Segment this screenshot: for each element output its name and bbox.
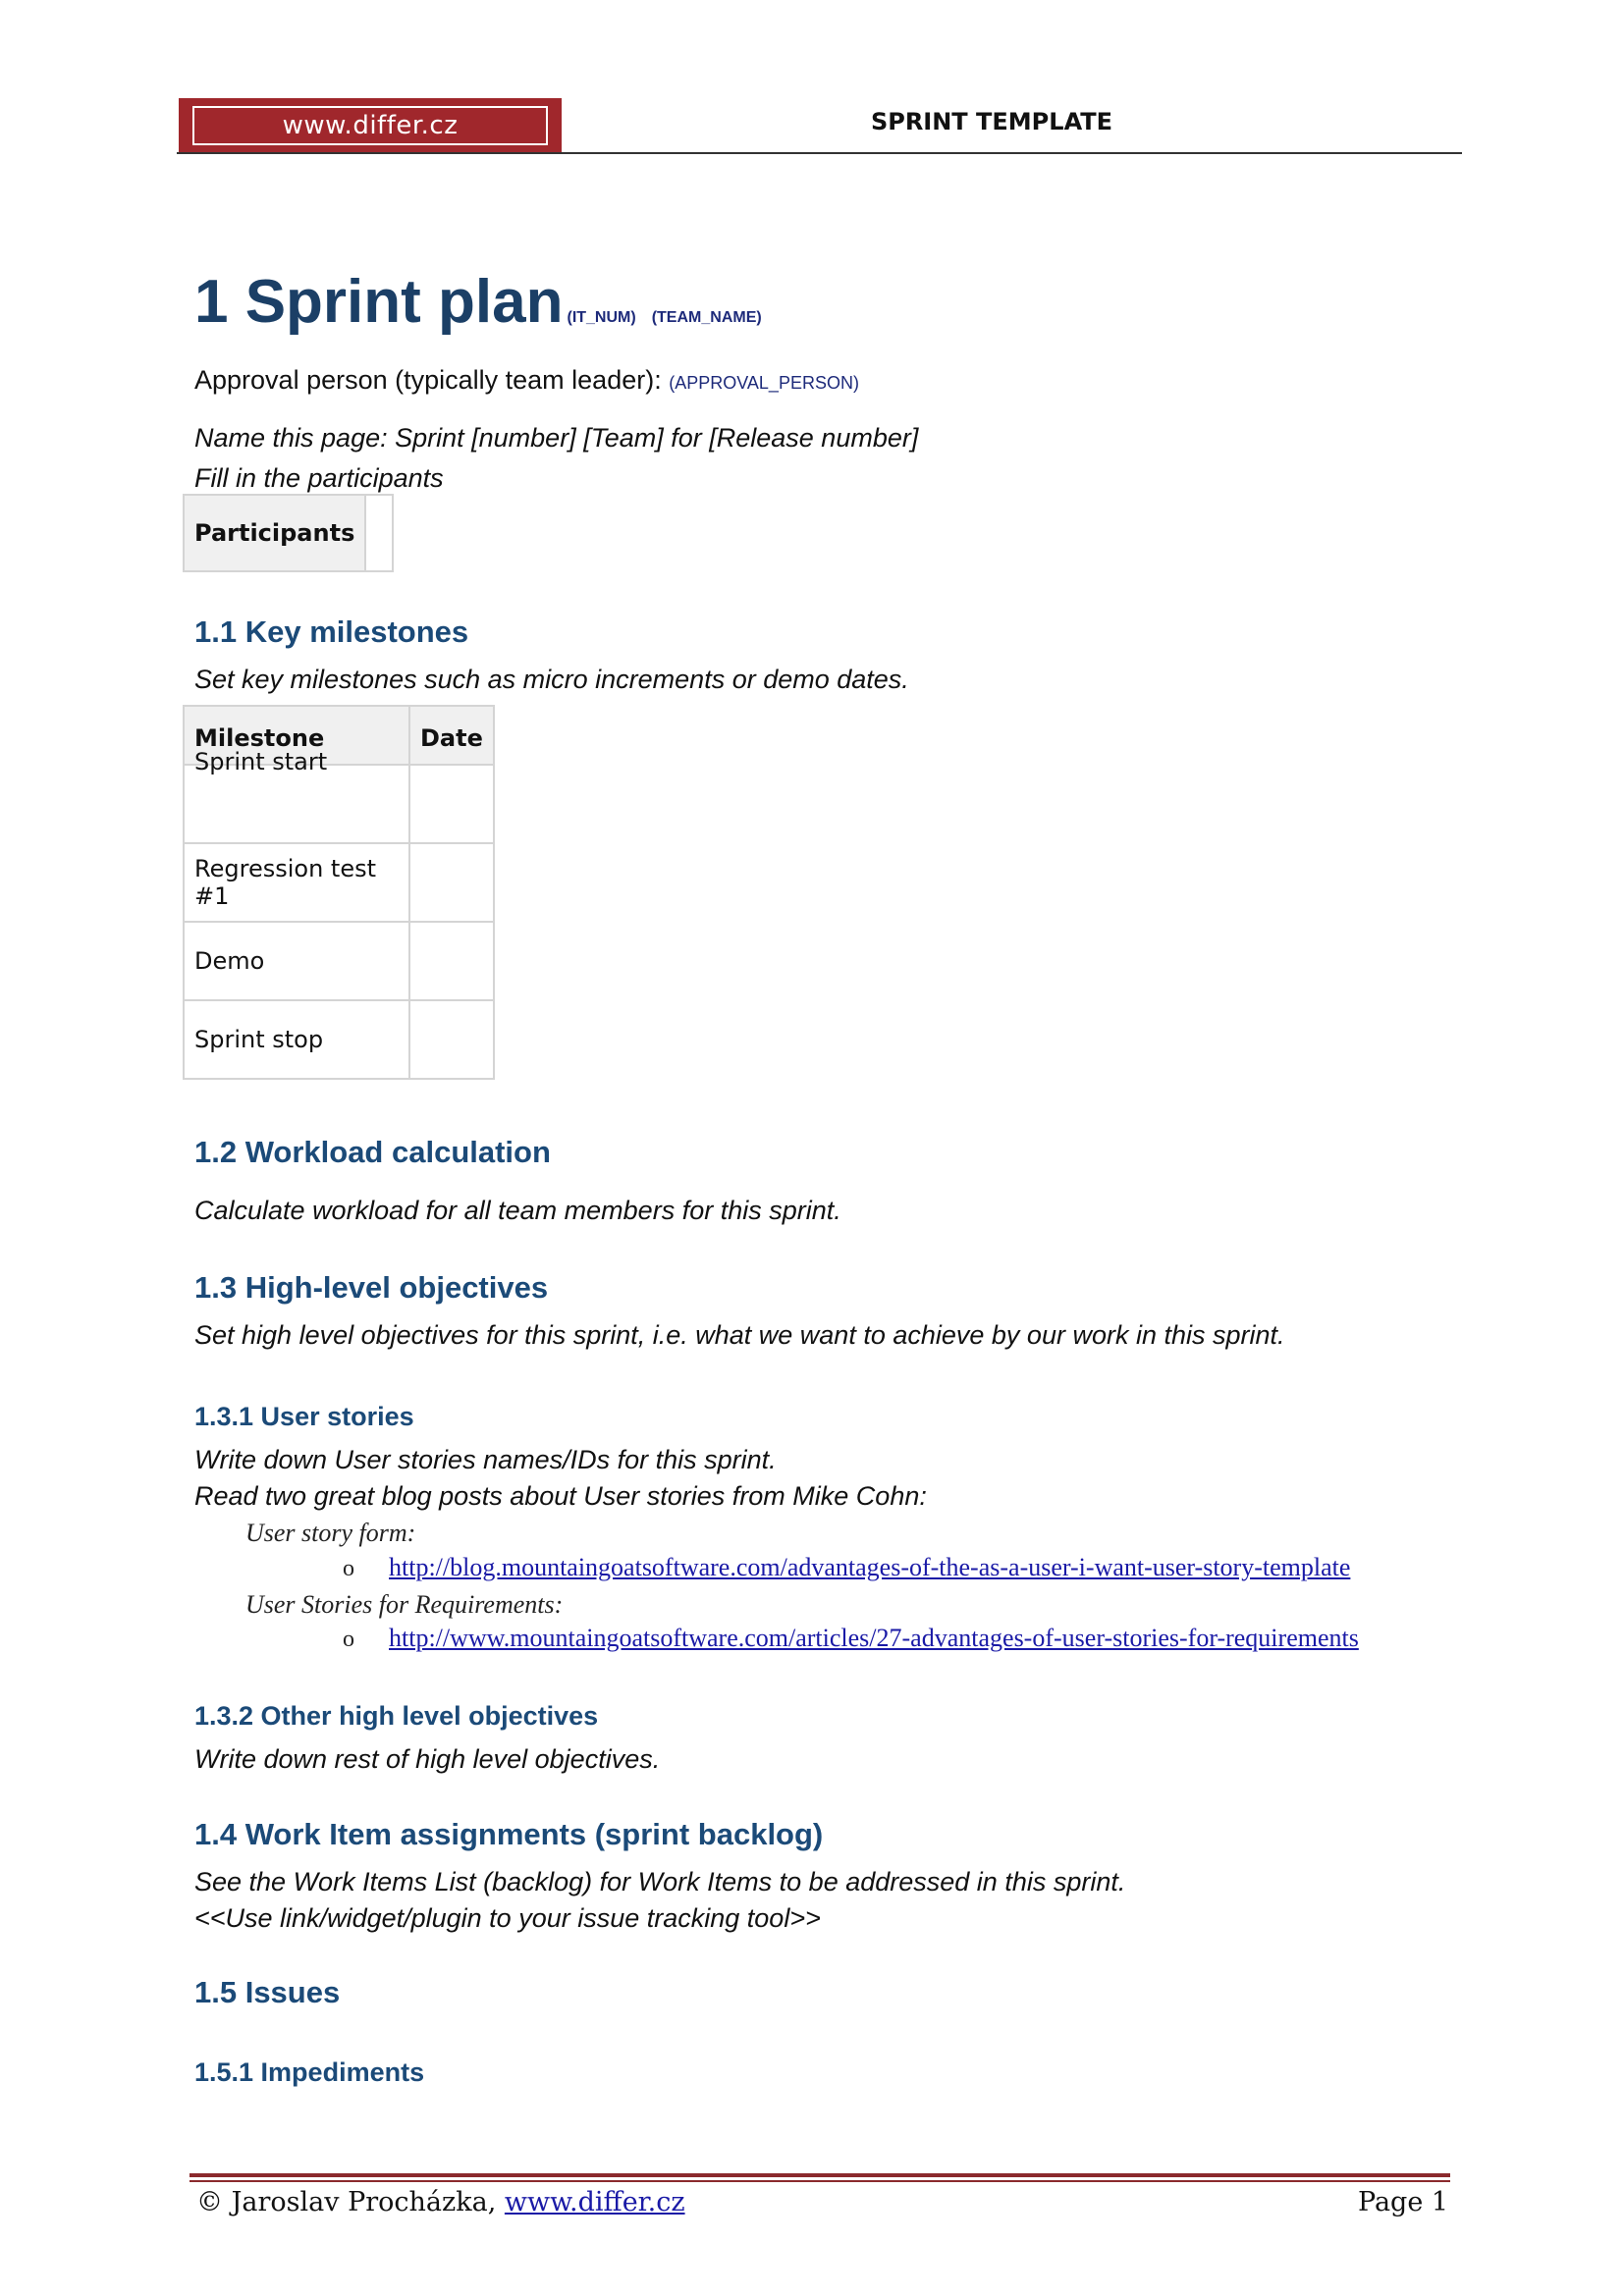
page-title-text: 1 Sprint plan <box>194 268 564 336</box>
user-stories-requirements-label: User Stories for Requirements: <box>245 1590 564 1619</box>
user-stories-line2: Read two great blog posts about User stories from Mike Cohn: <box>194 1481 927 1511</box>
bullet-icon: o <box>343 1556 354 1581</box>
user-stories-requirements-link[interactable]: http://www.mountaingoatsoftware.com/articles/27-advantages-of-user-stories-for-requirements <box>389 1624 1359 1652</box>
date-cell[interactable] <box>409 843 494 922</box>
page-title <box>194 267 762 337</box>
other-objectives-desc: Write down rest of high level objectives. <box>194 1744 661 1774</box>
objectives-desc: Set high level objectives for this sprint, i.e. what we want to achieve by our work in this sprint. <box>194 1320 1285 1350</box>
approval-label: Approval person (typically team leader): <box>194 365 662 395</box>
heading-key-milestones: 1.1 Key milestones <box>194 614 469 649</box>
copyright-text: © Jaroslav Procházka, <box>196 2187 497 2217</box>
approval-person-tag: (APPROVAL_PERSON) <box>669 373 859 393</box>
work-items-line2: <<Use link/widget/plugin to your issue tracking tool>> <box>194 1903 821 1933</box>
key-milestones-desc: Set key milestones such as micro increments or demo dates. <box>194 665 909 694</box>
logo-badge <box>179 98 562 153</box>
it-num-tag: (IT_NUM) <box>567 309 636 326</box>
milestone-row-sprint-stop: Sprint stop <box>184 1000 409 1079</box>
milestone-row-sprint-start <box>184 748 409 843</box>
date-cell[interactable] <box>409 922 494 1000</box>
heading-work-items: 1.4 Work Item assignments (sprint backlog) <box>194 1817 824 1851</box>
col-date: Date <box>409 706 494 765</box>
date-cell[interactable] <box>409 1000 494 1079</box>
bullet-icon: o <box>343 1627 354 1652</box>
milestone-label: Sprint start <box>194 748 328 775</box>
participants-cell[interactable] <box>365 495 393 571</box>
date-cell[interactable] <box>409 765 494 843</box>
heading-other-objectives: 1.3.2 Other high level objectives <box>194 1701 599 1731</box>
milestones-table <box>183 705 495 1080</box>
footer-copyright <box>196 2187 685 2217</box>
participants-table <box>183 494 394 572</box>
fill-participants-instruction: Fill in the participants <box>194 463 444 493</box>
heading-issues: 1.5 Issues <box>194 1975 341 2009</box>
user-stories-line1: Write down User stories names/IDs for this sprint. <box>194 1445 777 1474</box>
footer-link[interactable]: www.differ.cz <box>504 2187 685 2217</box>
team-name-tag: (TEAM_NAME) <box>651 309 762 326</box>
user-story-form-link[interactable]: http://blog.mountaingoatsoftware.com/advantages-of-the-as-a-user-i-want-user-story-template <box>389 1553 1351 1581</box>
workload-desc: Calculate workload for all team members for this sprint. <box>194 1196 841 1225</box>
header-title: SPRINT TEMPLATE <box>870 108 1113 135</box>
approval-line <box>194 365 859 396</box>
page-number: Page 1 <box>1358 2187 1449 2217</box>
milestone-row-demo: Demo <box>184 922 409 1000</box>
heading-impediments: 1.5.1 Impediments <box>194 2057 425 2087</box>
work-items-line1: See the Work Items List (backlog) for Work Items to be addressed in this sprint. <box>194 1867 1126 1896</box>
footer-divider <box>189 2173 1450 2177</box>
logo-text: www.differ.cz <box>192 106 548 145</box>
participants-header: Participants <box>184 495 365 571</box>
name-page-instruction: Name this page: Sprint [number] [Team] for [Release number] <box>194 423 919 453</box>
heading-workload: 1.2 Workload calculation <box>194 1135 551 1169</box>
heading-user-stories: 1.3.1 User stories <box>194 1402 414 1431</box>
footer-divider-thin <box>189 2180 1450 2182</box>
heading-objectives: 1.3 High-level objectives <box>194 1270 549 1305</box>
header-divider <box>177 152 1462 154</box>
col-milestone: Milestone <box>184 706 409 765</box>
milestone-row-regression: Regression test #1 <box>184 843 409 922</box>
user-story-form-label: User story form: <box>245 1519 416 1547</box>
